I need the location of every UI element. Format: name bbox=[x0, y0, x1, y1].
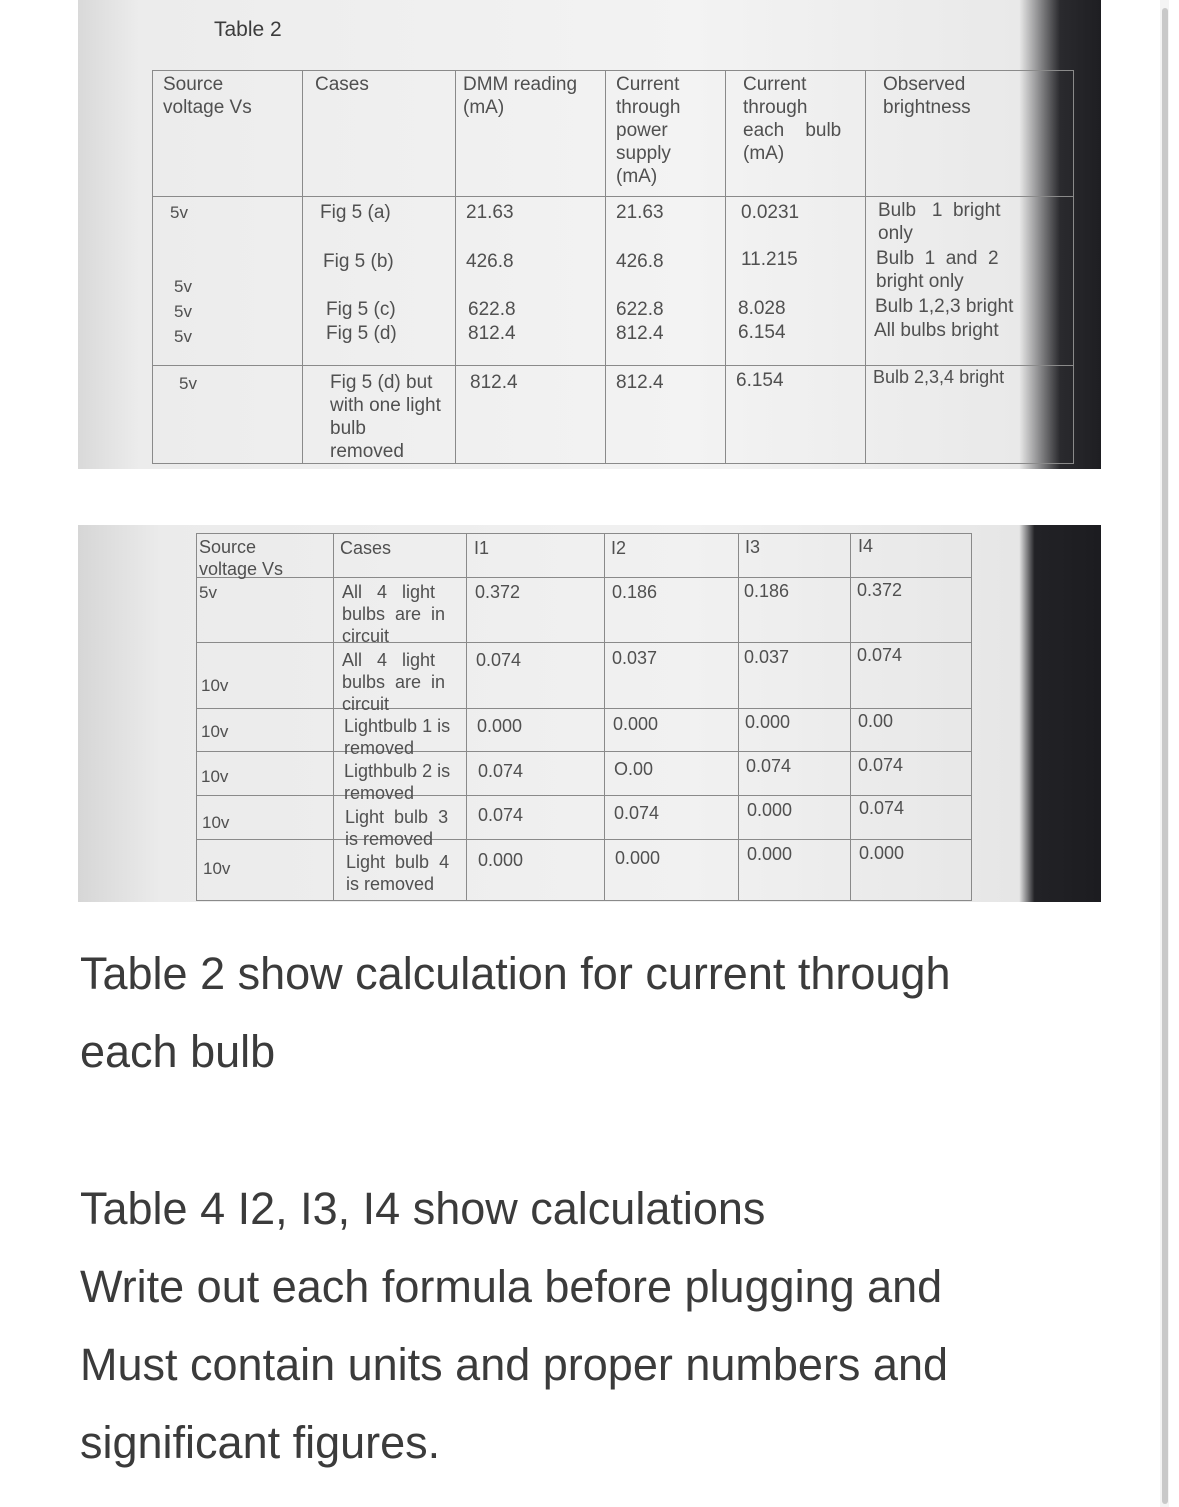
t4-r4-case: Light bulb 3 is removed bbox=[345, 807, 449, 849]
t2-r1-bright: Bulb 1 and 2 bright only bbox=[876, 248, 999, 292]
table4-grid bbox=[196, 533, 972, 901]
t4-header-i1: I1 bbox=[474, 538, 490, 558]
t4-r3-case: Ligthbulb 2 is removed bbox=[344, 761, 451, 803]
t2-r2-source: 5v bbox=[174, 277, 192, 296]
t2-header-source: Source voltage Vs bbox=[163, 74, 252, 118]
t2-r4-source: 5v bbox=[174, 327, 192, 346]
t2-r1-case: Fig 5 (b) bbox=[323, 251, 394, 272]
t4-r1-i2: 0.037 bbox=[612, 648, 658, 668]
t4-r5-case: Light bulb 4 is removed bbox=[346, 852, 450, 894]
t2-r0-case: Fig 5 (a) bbox=[320, 202, 391, 223]
t2-r0-bright: Bulb 1 bright only bbox=[878, 200, 1001, 244]
caption-table2: Table 2 show calculation for current through each bulb bbox=[80, 948, 951, 1077]
t4-r3-i4: 0.074 bbox=[858, 755, 904, 775]
t2-r4-case: Fig 5 (d) bbox=[326, 323, 397, 344]
table2-title: Table 2 bbox=[214, 18, 282, 41]
t2-r3-bright: Bulb 1,2,3 bright bbox=[875, 296, 1014, 317]
t2-r3-source: 5v bbox=[174, 302, 192, 321]
t4-r0-source: 5v bbox=[199, 583, 217, 602]
t4-header-i4: I4 bbox=[858, 536, 874, 556]
t4-r1-case: All 4 light bulbs are in circuit bbox=[342, 650, 446, 714]
t4-r0-i2: 0.186 bbox=[612, 582, 658, 602]
t4-r5-i1: 0.000 bbox=[478, 850, 524, 870]
t2-r1-supply: 426.8 bbox=[616, 251, 664, 272]
t4-r3-i1: 0.074 bbox=[478, 761, 524, 781]
t4-r3-i3: 0.074 bbox=[746, 756, 792, 776]
t4-r0-i1: 0.372 bbox=[475, 582, 521, 602]
t2-r4-dmm: 812.4 bbox=[468, 323, 516, 344]
t2-r5-case: Fig 5 (d) but with one light bulb removed bbox=[330, 372, 441, 462]
t4-r4-i3: 0.000 bbox=[747, 800, 793, 820]
t4-r1-i3: 0.037 bbox=[744, 647, 790, 667]
t2-r3-bulb: 8.028 bbox=[738, 298, 786, 319]
t2-r5-dmm: 812.4 bbox=[470, 372, 518, 393]
t4-r2-i2: 0.000 bbox=[613, 714, 659, 734]
t4-r5-i3: 0.000 bbox=[747, 844, 793, 864]
t2-r3-dmm: 622.8 bbox=[468, 299, 516, 320]
t4-header-source: Source voltage Vs bbox=[199, 537, 284, 579]
t2-r5-bulb: 6.154 bbox=[736, 370, 784, 391]
t4-r1-source: 10v bbox=[201, 676, 229, 695]
t4-r5-i2: 0.000 bbox=[615, 848, 661, 868]
t4-r1-i1: 0.074 bbox=[476, 650, 522, 670]
t2-r3-case: Fig 5 (c) bbox=[326, 299, 396, 320]
t4-r0-case: All 4 light bulbs are in circuit bbox=[342, 582, 446, 646]
t4-r0-i4: 0.372 bbox=[857, 580, 903, 600]
t2-r4-bulb: 6.154 bbox=[738, 322, 786, 343]
t4-header-i2: I2 bbox=[611, 538, 627, 558]
t2-r1-dmm: 426.8 bbox=[466, 251, 514, 272]
t2-r0-bulb: 0.0231 bbox=[741, 202, 800, 223]
t4-r4-i1: 0.074 bbox=[478, 805, 524, 825]
t4-r1-i4: 0.074 bbox=[857, 645, 903, 665]
t2-r5-source: 5v bbox=[179, 374, 197, 393]
t4-r0-i3: 0.186 bbox=[744, 581, 790, 601]
t4-r2-source: 10v bbox=[201, 722, 229, 741]
t2-r1-bulb: 11.215 bbox=[741, 249, 798, 270]
t4-r2-i3: 0.000 bbox=[745, 712, 791, 732]
caption-table4: Table 4 I2, I3, I4 show calculations Write out each formula before plugging and Must contain units and proper numbers and significant figures. bbox=[80, 1183, 949, 1468]
t4-r2-case: Lightbulb 1 is removed bbox=[344, 716, 451, 758]
t4-header-cases: Cases bbox=[340, 538, 392, 558]
t4-header-i3: I3 bbox=[745, 537, 761, 557]
t4-r3-source: 10v bbox=[201, 767, 229, 786]
t2-r4-supply: 812.4 bbox=[616, 323, 664, 344]
t4-r2-i4: 0.00 bbox=[858, 711, 894, 731]
t2-r0-source: 5v bbox=[170, 203, 188, 222]
t4-r3-i2: O.00 bbox=[614, 759, 654, 779]
t4-r5-i4: 0.000 bbox=[859, 843, 905, 863]
t4-r2-i1: 0.000 bbox=[477, 716, 523, 736]
t2-r5-supply: 812.4 bbox=[616, 372, 664, 393]
scrollbar-thumb[interactable] bbox=[1162, 8, 1168, 1504]
t2-r5-bright: Bulb 2,3,4 bright bbox=[873, 367, 1005, 387]
t2-header-current-bulb: Current through each bulb (mA) bbox=[743, 74, 842, 164]
t4-r4-i4: 0.074 bbox=[859, 798, 905, 818]
table4-photo bbox=[78, 525, 1101, 902]
t2-header-brightness: Observed brightness bbox=[883, 74, 971, 118]
t4-r4-i2: 0.074 bbox=[614, 803, 660, 823]
t2-header-cases: Cases bbox=[315, 74, 369, 95]
t2-r4-bright: All bulbs bright bbox=[874, 320, 999, 341]
t2-header-current-supply: Current through power supply (mA) bbox=[616, 74, 681, 187]
t2-r0-supply: 21.63 bbox=[616, 202, 664, 223]
t4-r4-source: 10v bbox=[202, 813, 230, 832]
t4-r5-source: 10v bbox=[203, 859, 231, 878]
table2-photo bbox=[78, 0, 1101, 469]
t2-header-dmm: DMM reading (mA) bbox=[463, 74, 578, 118]
t2-r0-dmm: 21.63 bbox=[466, 202, 514, 223]
t2-r3-supply: 622.8 bbox=[616, 299, 664, 320]
